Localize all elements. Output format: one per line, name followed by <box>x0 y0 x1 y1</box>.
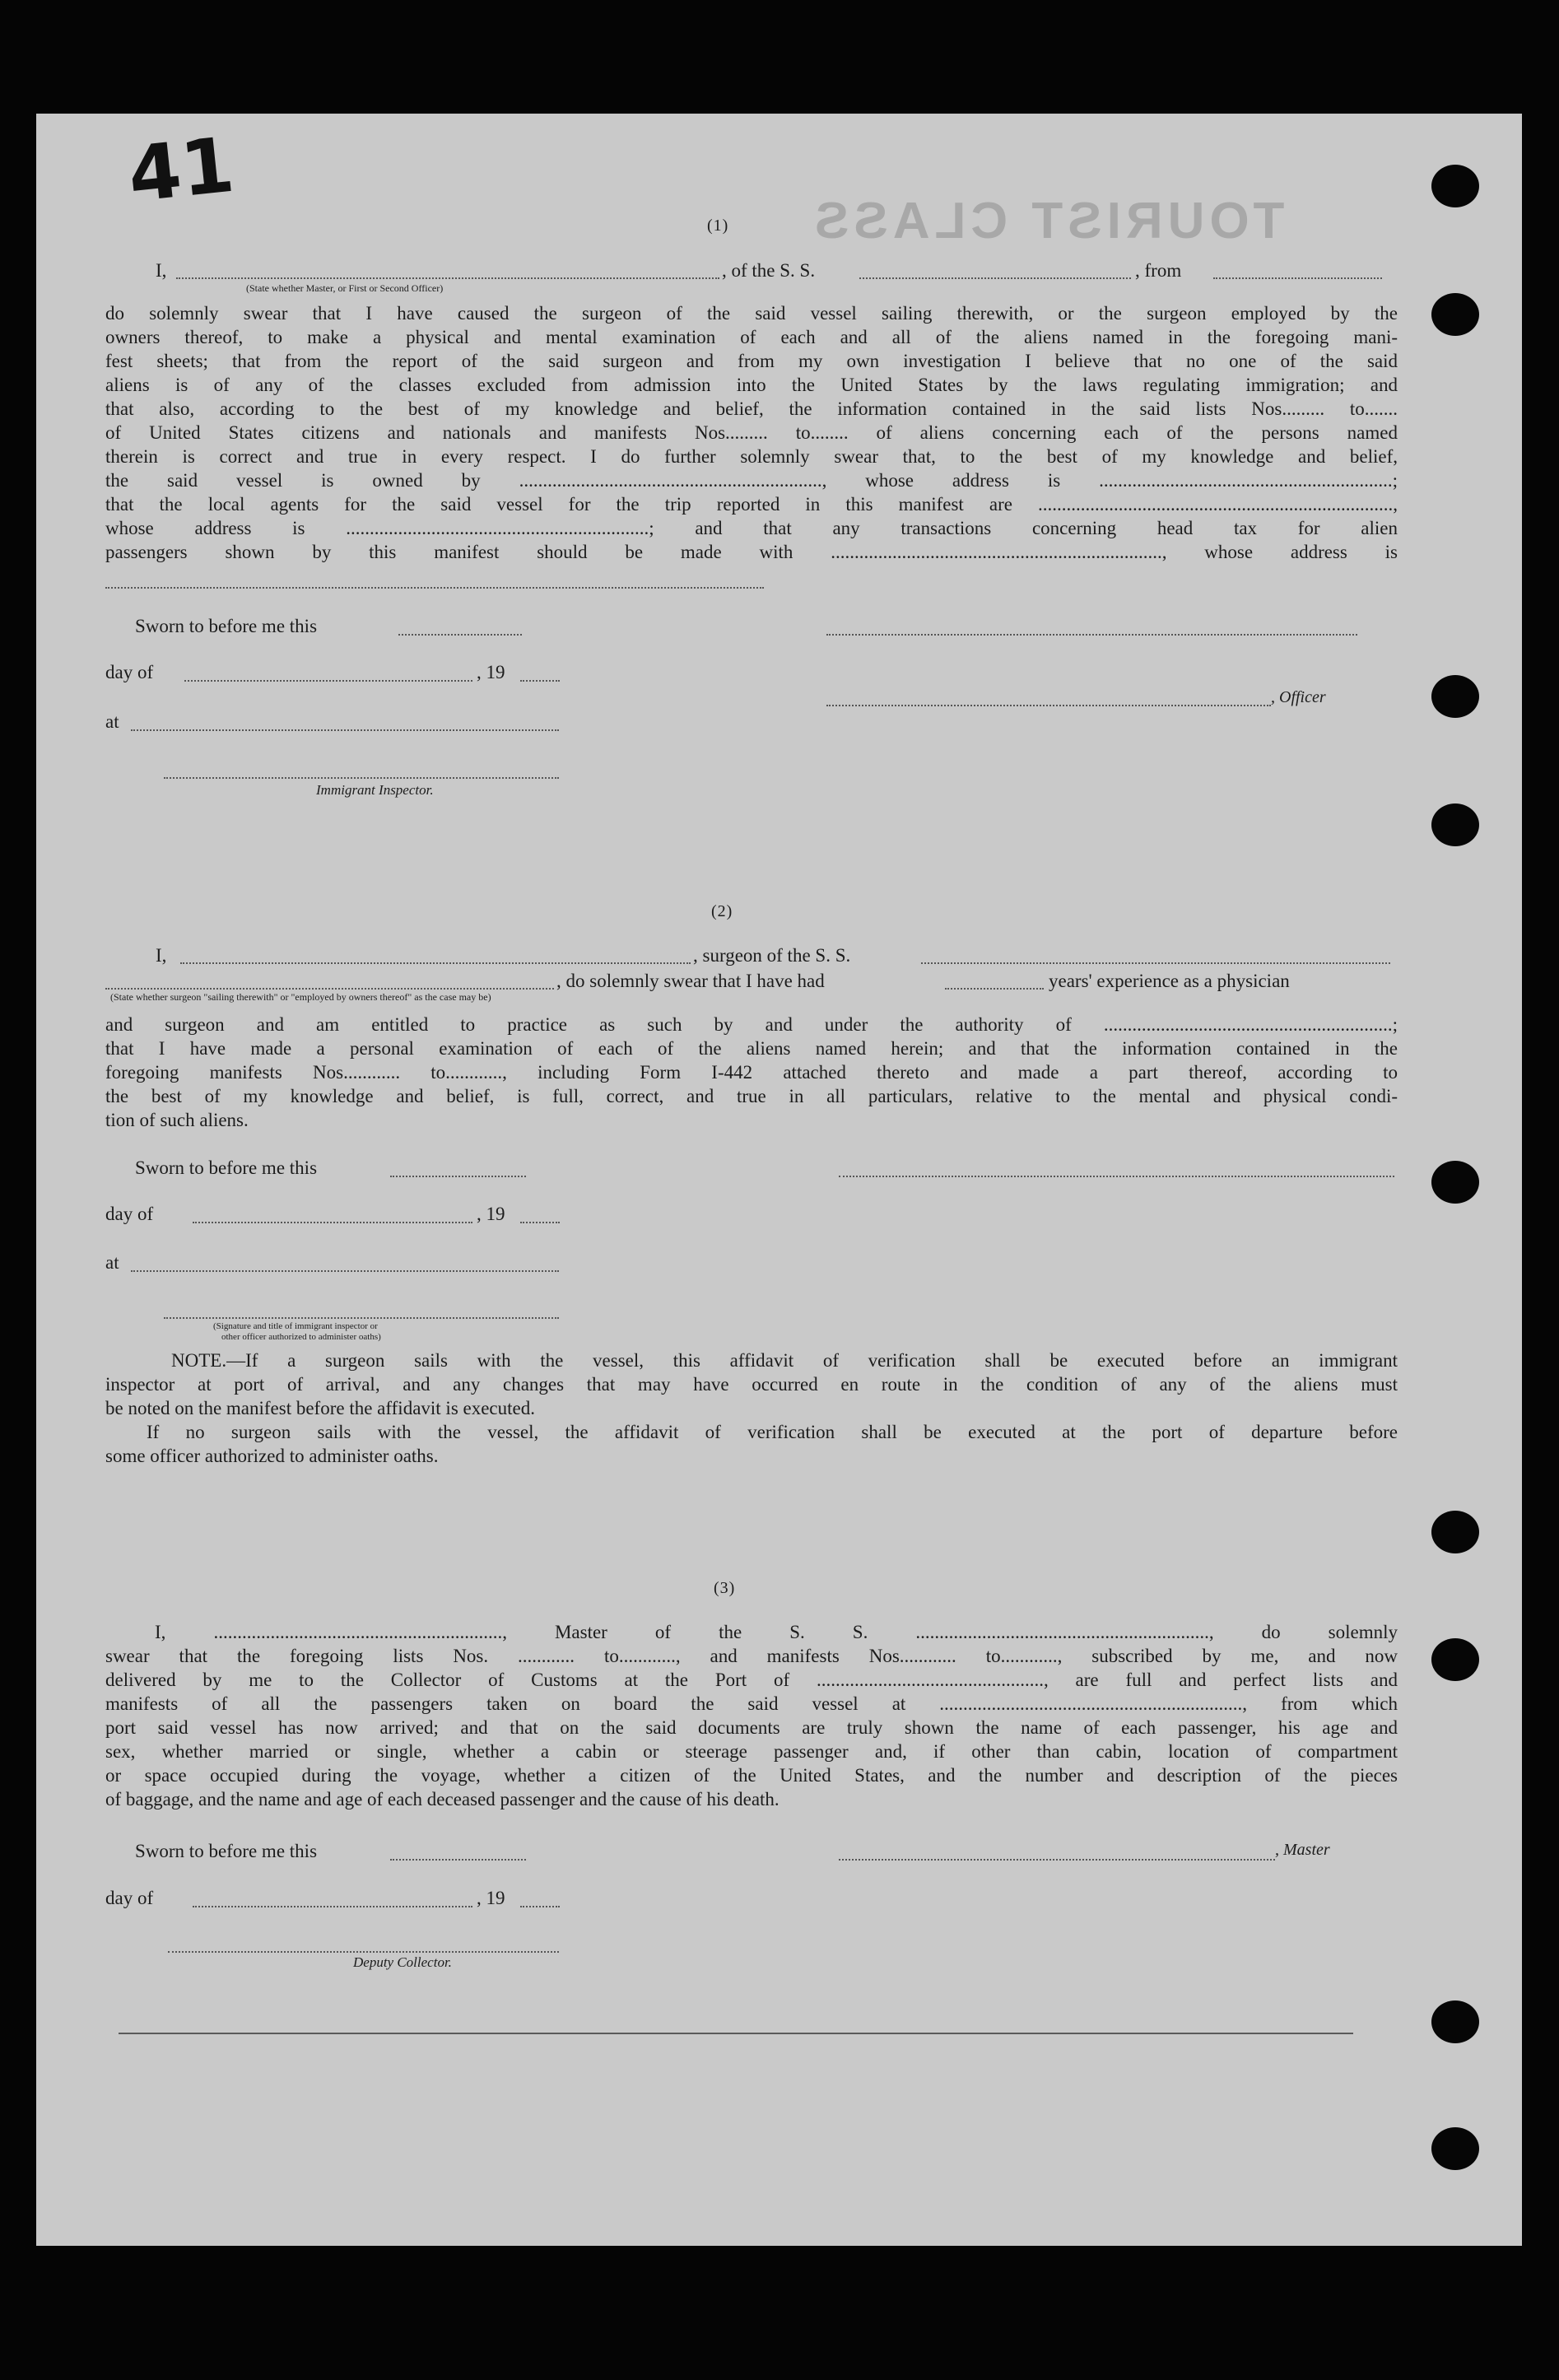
s2-years-text: years' experience as a physician <box>1049 971 1290 991</box>
s2-surgeon-signature-line[interactable] <box>839 1176 1394 1177</box>
s1-inspector-label: Immigrant Inspector. <box>316 782 434 798</box>
s1-caption: (State whether Master, or First or Second Officer) <box>246 282 444 294</box>
s2-line: that I have made a personal examination of each of the aliens named herein; and that the information contained in the <box>105 1038 1398 1059</box>
bottom-rule <box>119 2033 1353 2034</box>
s1-line: that also, according to the best of my knowledge and belief, the information contained in the said lists Nos......... to....... <box>105 398 1398 419</box>
s1-line: aliens is of any of the classes excluded from admission into the United States by the laws regulating immigration; and <box>105 375 1398 395</box>
s1-month-line[interactable] <box>184 680 472 682</box>
s2-caption: (State whether surgeon "sailing therewith" or "employed by owners thereof" as the case may be) <box>110 991 491 1003</box>
s3-year-line[interactable] <box>520 1906 560 1907</box>
s2-line: foregoing manifests Nos............ to............, including Form I-442 attached thereto and made a part thereof, according to <box>105 1062 1398 1083</box>
s3-month-line[interactable] <box>193 1906 472 1907</box>
note-line: some officer authorized to administer oaths. <box>105 1446 439 1466</box>
manifest-form-page <box>36 114 1522 2246</box>
s2-line: the best of my knowledge and belief, is full, correct, and true in all particulars, relative to the mental and physical condi- <box>105 1086 1398 1106</box>
s1-sworn-day-line[interactable] <box>398 634 522 636</box>
s1-line: the said vessel is owned by ................................................................, whose address is ..............................................................; <box>105 470 1398 491</box>
s3-sworn-day-line[interactable] <box>390 1859 526 1861</box>
s3-oath-paragraph <box>105 1620 1398 1811</box>
s2-year-line[interactable] <box>520 1222 560 1223</box>
s2-sailing-line[interactable] <box>105 988 554 990</box>
s1-vessel-line[interactable] <box>859 277 1131 279</box>
s1-of-ss: , of the S. S. <box>722 260 816 281</box>
s1-from: , from <box>1135 260 1182 281</box>
s1-officer-signature-top-line[interactable] <box>826 634 1357 636</box>
s2-month-line[interactable] <box>193 1222 472 1223</box>
s1-line: therein is correct and true in every respect. I do further solemnly swear that, to the best of my knowledge and belief, <box>105 446 1398 467</box>
s1-place-line[interactable] <box>131 729 559 731</box>
section-2-number: (2) <box>711 902 733 920</box>
s2-line: tion of such aliens. <box>105 1110 249 1130</box>
punch-hole <box>1431 2000 1479 2043</box>
section-1-number: (1) <box>707 217 729 235</box>
s3-line: of baggage, and the name and age of each deceased passenger and the cause of his death. <box>105 1789 780 1809</box>
s1-line: that the local agents for the said vessel for the trip reported in this manifest are ..........................................................................., <box>105 494 1398 515</box>
s2-at-label: at <box>105 1252 119 1273</box>
s2-vessel-line[interactable] <box>921 962 1390 964</box>
note-line: inspector at port of arrival, and any changes that may have occurred en route in the condition of any of the aliens must <box>105 1374 1398 1395</box>
s2-day-of-label: day of <box>105 1204 154 1224</box>
s1-year-label: , 19 <box>477 662 505 682</box>
s2-oath-paragraph <box>105 1013 1398 1132</box>
s1-intro-i: I, <box>156 260 167 281</box>
s3-line: port said vessel has now arrived; and that on the said documents are truly shown the name of each passenger, his age and <box>105 1717 1398 1738</box>
s3-year-label: , 19 <box>477 1888 505 1908</box>
punch-hole <box>1431 1161 1479 1204</box>
s2-intro-i: I, <box>156 945 167 966</box>
bleed-through-heading: TOURIST CLASS <box>810 193 1285 249</box>
s2-sworn-label: Sworn to before me this <box>135 1157 318 1178</box>
s3-master-signature-line[interactable] <box>839 1859 1275 1861</box>
s1-officer-label: , Officer <box>1271 688 1326 706</box>
s2-surgeon-name-line[interactable] <box>180 962 691 964</box>
s1-oath-paragraph <box>105 301 1398 564</box>
s1-from-line[interactable] <box>1213 277 1382 279</box>
s2-sworn-day-line[interactable] <box>390 1176 526 1177</box>
s3-line: I, ............................................................., Master of the S. S. .............................................................., do solemnly <box>155 1622 1398 1642</box>
punch-hole <box>1431 293 1479 336</box>
s2-sig-caption-2: other officer authorized to administer oaths) <box>221 1332 381 1342</box>
s3-collector-signature-line[interactable] <box>168 1951 559 1953</box>
s1-day-of-label: day of <box>105 662 154 682</box>
s2-note <box>105 1348 1398 1468</box>
s3-master-label: , Master <box>1275 1841 1330 1859</box>
s1-inspector-signature-line[interactable] <box>164 777 559 779</box>
s2-officer-signature-line[interactable] <box>164 1317 559 1319</box>
s2-swear-text: , do solemnly swear that I have had <box>556 971 825 991</box>
s1-at-label: at <box>105 711 119 732</box>
s1-line: whose address is ................................................................; and that any transactions concerning head tax for alien <box>105 518 1398 538</box>
s1-line: fest sheets; that from the report of the said surgeon and from my own investigation I believe that no one of the said <box>105 351 1398 371</box>
section-3-number: (3) <box>714 1579 736 1597</box>
punch-hole <box>1431 165 1479 207</box>
s1-address-continuation-line[interactable] <box>105 587 764 589</box>
s1-line: of United States citizens and nationals and manifests Nos......... to........ of aliens concerning each of the persons named <box>105 422 1398 443</box>
punch-hole <box>1431 1511 1479 1553</box>
s1-year-line[interactable] <box>520 680 560 682</box>
s3-line: delivered by me to the Collector of Customs at the Port of ................................................, are full and perfect lists and <box>105 1670 1398 1690</box>
s2-place-line[interactable] <box>131 1270 559 1272</box>
s1-line: passengers shown by this manifest should be made with ......................................................................, whose address is <box>105 542 1398 562</box>
s3-collector-label: Deputy Collector. <box>353 1954 452 1970</box>
s1-line: do solemnly swear that I have caused the surgeon of the said vessel sailing therewith, or the surgeon employed by the <box>105 303 1398 324</box>
s3-line: manifests of all the passengers taken on board the said vessel at ................................................................, from which <box>105 1693 1398 1714</box>
s1-officer-name-line[interactable] <box>176 277 719 279</box>
note-line: be noted on the manifest before the affidavit is executed. <box>105 1398 535 1418</box>
s1-officer-signature-line[interactable] <box>826 705 1271 706</box>
s2-sig-caption-1: (Signature and title of immigrant inspector or <box>213 1321 378 1331</box>
note-line: If no surgeon sails with the vessel, the affidavit of verification shall be executed at the port of departure before <box>147 1422 1398 1442</box>
punch-hole <box>1431 803 1479 846</box>
s2-years-line[interactable] <box>945 988 1044 990</box>
punch-hole <box>1431 675 1479 718</box>
handwritten-page-mark: 41 <box>123 120 239 220</box>
s3-line: swear that the foregoing lists Nos. ............ to............, and manifests Nos............ to............, subscribed by me, and now <box>105 1646 1398 1666</box>
s2-line: and surgeon and am entitled to practice as such by and under the authority of .............................................................; <box>105 1014 1398 1035</box>
s3-day-of-label: day of <box>105 1888 154 1908</box>
s3-line: sex, whether married or single, whether a cabin or steerage passenger and, if other than cabin, location of compartment <box>105 1741 1398 1762</box>
s1-line: owners thereof, to make a physical and mental examination of each and all of the aliens named in the foregoing mani- <box>105 327 1398 347</box>
s1-sworn-label: Sworn to before me this <box>135 616 318 636</box>
note-line: NOTE.—If a surgeon sails with the vessel, this affidavit of verification shall be executed before an immigrant <box>171 1350 1398 1371</box>
punch-hole <box>1431 2127 1479 2170</box>
s3-line: or space occupied during the voyage, whether a citizen of the United States, and the number and description of the pieces <box>105 1765 1398 1786</box>
punch-hole <box>1431 1638 1479 1681</box>
s2-surgeon-of-ss: , surgeon of the S. S. <box>693 945 851 966</box>
s2-year-label: , 19 <box>477 1204 505 1224</box>
s3-sworn-label: Sworn to before me this <box>135 1841 318 1861</box>
